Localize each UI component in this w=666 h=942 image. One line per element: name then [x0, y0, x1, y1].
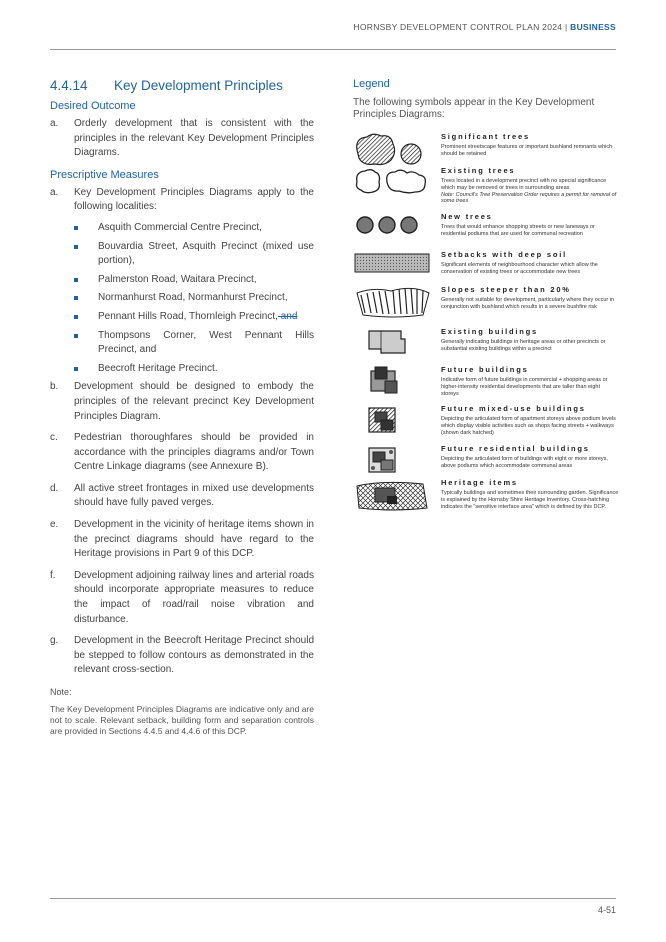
header-divider [50, 49, 616, 50]
page-header: HORNSBY DEVELOPMENT CONTROL PLAN 2024 | BUSINESS [353, 22, 616, 32]
list-item: Asquith Commercial Centre Precinct, [50, 221, 314, 236]
list-item: Bouvardia Street, Asquith Precinct (mixed use portion), [50, 240, 314, 269]
existing-buildings-icon [353, 327, 433, 357]
outcome-item: a. Orderly development that is consistent with the principles in the relevant Key Development Principles Diagrams. [50, 118, 314, 159]
legend-item-heritage: Heritage items Typically buildings and sometimes their surrounding garden. Significance is explained by the Hornsby Shire Heritage Inventory. Cross-hatching indicates the "sensitive interface area" which is defined by this DCP. [353, 478, 619, 522]
measure-item: f. Development adjoining railway lines and arterial roads should incorporate appropriate measures to reduce the impact of road/rail noise vibration and disturbance. [50, 569, 314, 625]
footer-divider [50, 898, 616, 899]
measure-item: a. Key Development Principles Diagrams apply to the following localities: [50, 186, 314, 213]
legend-item-setbacks: Setbacks with deep soil Significant elements of neighbourhood character which allow the conservation of existing trees or accommodate new trees [353, 250, 619, 288]
measure-item: c. Pedestrian thoroughfares should be provided in accordance with the principles diagrams and/or Town Centre Linkage diagrams (see Annexure B). [50, 432, 314, 473]
left-column [50, 78, 314, 737]
measure-item: b. Development should be designed to embody the principles of the relevant precinct Key Development Principles Diagram. [50, 381, 314, 422]
note-text: The Key Development Principles Diagrams are indicative only and are not to scale. Relevant setback, building form and separation controls are provided in Sections 4.4.5 and 4.4.6 of this DCP. [50, 704, 314, 736]
legend-item-existing-buildings: Existing buildings Generally indicating buildings in heritage areas or other precincts or substantial existing buildings within a precinct [353, 327, 619, 365]
new-trees-icon [353, 212, 433, 238]
bullet-icon [74, 278, 78, 282]
bullet-icon [74, 315, 78, 319]
note-title: Note: [50, 687, 72, 697]
residential-buildings-icon [353, 444, 433, 476]
bullet-icon [74, 367, 78, 371]
legend-item-new-trees: New trees Trees that would enhance shopping streets or new laneways or residential podiums that are used for communal recreation [353, 212, 619, 250]
legend-list [353, 132, 619, 512]
deleted-text: and [277, 310, 298, 322]
prescriptive-heading: Prescriptive Measures [50, 168, 159, 181]
section-title: Key Development Principles [114, 78, 283, 93]
bullet-icon [74, 226, 78, 230]
legend-item-future-buildings: Future buildings Indicative form of future buildings in commercial + shopping areas or higher-intensity residential developments that are taller than eight storeys [353, 365, 619, 403]
bullet-icon [74, 296, 78, 300]
list-item: Thompsons Corner, West Pennant Hills Precinct, and [50, 329, 314, 358]
desired-outcome-heading: Desired Outcome [50, 100, 136, 112]
measure-item: d. All active street frontages in mixed use developments should have fully paved verges. [50, 482, 314, 509]
legend-item-slopes: Slopes steeper than 20% Generally not suitable for development, particularly where they occur in conjunction with bushland which results in a severe bushfire risk [353, 285, 619, 325]
section-name: BUSINESS [570, 22, 616, 32]
future-buildings-icon [353, 365, 433, 395]
section-number: 4.4.14 [50, 78, 88, 93]
legend-intro: The following symbols appear in the Key Development Principles Diagrams: [353, 97, 595, 120]
legend-item-residential: Future residential buildings Depicting the articulated form of buildings with eight or more storeys, above podiums which accommodate communal areas [353, 444, 619, 482]
mixed-use-buildings-icon [353, 404, 433, 436]
legend-item-significant-trees: Significant trees Prominent streetscape features or important bushland remnants which should be retained [353, 132, 619, 170]
legend-item-mixed-use: Future mixed-use buildings Depicting the articulated form of apartment storeys above podium levels which display visible activities such as shops facing streets + walkways (shown dark hatched) [353, 404, 619, 442]
heritage-items-icon [353, 478, 437, 514]
significant-trees-icon [353, 132, 433, 168]
measure-item: e. Development in the vicinity of heritage items shown in the precinct diagrams should have regard to the Heritage provisions in Part 9 of this DCP. [50, 519, 314, 560]
steep-slopes-icon [353, 285, 435, 319]
list-item: Beecroft Heritage Precinct. [50, 362, 314, 377]
legend-title: Legend [353, 78, 390, 90]
page-number: 4-51 [597, 905, 616, 915]
deep-soil-icon [353, 250, 433, 276]
section-heading [50, 78, 314, 93]
localities-list [50, 221, 314, 376]
legend-panel [353, 78, 619, 512]
measure-item: g. Development in the Beecroft Heritage Precinct should be stepped to follow contours as demonstrated in the relevant cross-section. [50, 635, 314, 676]
list-item: Pennant Hills Road, Thornleigh Precinct, and [50, 310, 314, 325]
list-item: Normanhurst Road, Normanhurst Precinct, [50, 291, 314, 306]
existing-trees-icon [353, 166, 437, 196]
legend-item-existing-trees: Existing trees Trees located in a development precinct with no special significance which may be removed or trees in surrounding areas Note: Council's Tree Preservation Order requires a permit for removal of some trees [353, 166, 619, 210]
list-item: Palmerston Road, Waitara Precinct, [50, 273, 314, 288]
bullet-icon [74, 245, 78, 249]
bullet-icon [74, 334, 78, 338]
